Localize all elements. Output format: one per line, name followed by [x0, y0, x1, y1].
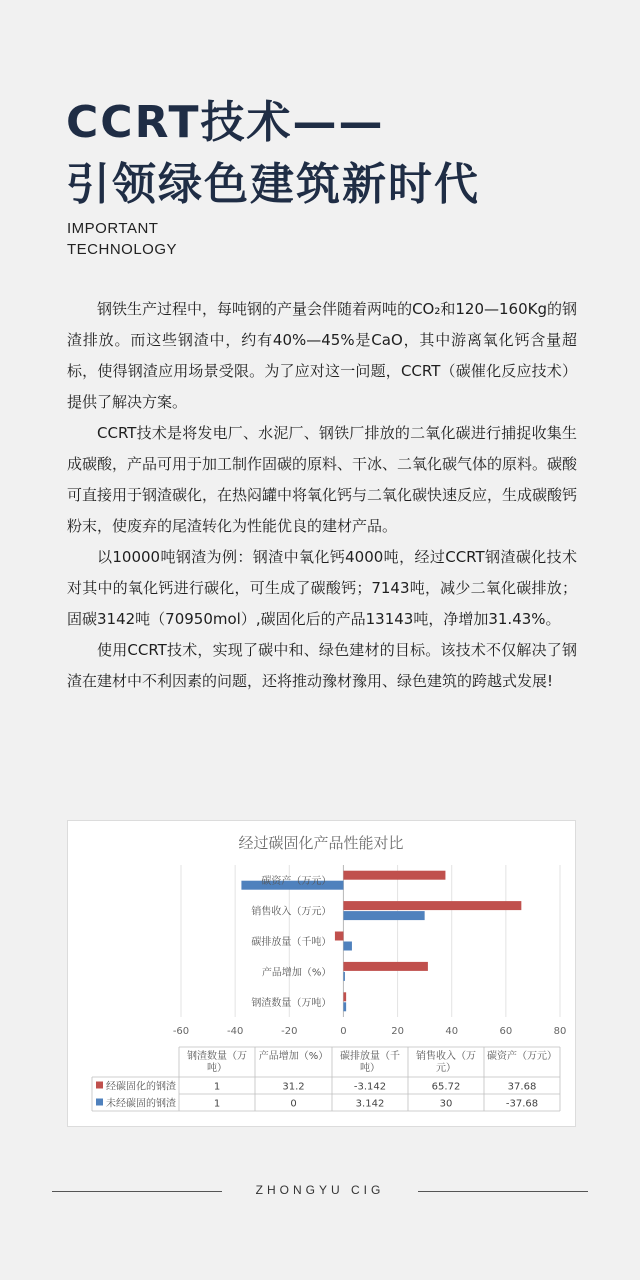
bar-untreated: [343, 942, 352, 951]
x-tick-label: 80: [553, 1026, 567, 1037]
article-body: [67, 294, 577, 697]
paragraph-1: 钢铁生产过程中，每吨钢的产量会伴随着两吨的CO₂和120—160Kg的钢渣排放。而这些钢渣中，约有40%—45%是CaO，其中游离氧化钙含量超标，使得钢渣应用场景受限。为了应对这一问题，CCRT（碳催化反应技术）提供了解决方案。: [67, 300, 577, 411]
x-tick-label: -60: [172, 1026, 190, 1037]
table-header: 钢渣数量（万吨）: [187, 1051, 247, 1074]
bar-treated: [343, 962, 427, 971]
table-header: 碳排放量（千吨）: [340, 1051, 400, 1074]
category-label: 产品增加（%）: [261, 967, 332, 979]
category-label: 碳排放量（千吨）: [251, 937, 332, 948]
x-tick-label: 0: [340, 1026, 347, 1037]
subtitle-line-2: TECHNOLOGY: [67, 241, 178, 258]
table-cell: 1: [213, 1098, 221, 1110]
table-cell: 0: [290, 1098, 297, 1110]
footer: [52, 1181, 588, 1203]
paragraph-3: 以10000吨钢渣为例：钢渣中氧化钙4000吨，经过CCRT钢渣碳化技术对其中的氧化钙进行碳化，可生成了碳酸钙；7143吨，减少二氧化碳排放；固碳3142吨（70950mol）,碳固化后的产品13143吨，净增加31.43%。: [67, 548, 577, 628]
table-header: 产品增加（%）: [258, 1051, 329, 1062]
table-cell: 37.68: [507, 1081, 537, 1093]
table-header: 销售收入（万元）: [416, 1051, 476, 1074]
footer-brand: ZHONGYU CIG: [255, 1183, 385, 1197]
legend-label: 经碳固化的钢渣: [106, 1081, 176, 1093]
chart-card: [67, 820, 576, 1127]
bar-treated: [335, 932, 344, 941]
legend-label: 未经碳固的钢渣: [106, 1098, 176, 1110]
subtitle-line-1: IMPORTANT: [67, 220, 159, 237]
page-title: [66, 92, 480, 216]
bar-untreated: [343, 911, 424, 920]
table-cell: 31.2: [282, 1081, 305, 1093]
x-tick-label: 40: [445, 1026, 459, 1037]
title-line-2: 引领绿色建筑新时代: [66, 159, 480, 210]
x-tick-label: 60: [499, 1026, 513, 1037]
x-tick-label: -20: [281, 1026, 298, 1037]
table-cell: 65.72: [431, 1081, 461, 1093]
paragraph-4: 使用CCRT技术，实现了碳中和、绿色建材的目标。该技术不仅解决了钢渣在建材中不利因素的问题，还将推动豫材豫用、绿色建筑的跨越式发展!: [67, 641, 577, 690]
legend-swatch: [96, 1099, 103, 1106]
table-cell: -37.68: [505, 1098, 539, 1110]
bar-treated: [343, 992, 346, 1001]
table-cell: -3.142: [353, 1081, 387, 1093]
title-line-1: CCRT技术——: [66, 97, 385, 148]
subtitle: [67, 218, 177, 260]
x-tick-label: 20: [391, 1026, 404, 1037]
table-cell: 30: [439, 1098, 453, 1110]
category-label: 钢渣数量（万吨）: [251, 997, 332, 1009]
table-header: 碳资产（万元）: [487, 1051, 557, 1062]
legend-swatch: [96, 1082, 103, 1089]
bar-untreated: [343, 972, 345, 981]
x-tick-label: -40: [226, 1026, 244, 1037]
footer-divider-right: [418, 1191, 588, 1192]
comparison-chart: [68, 821, 575, 1126]
bar-treated: [343, 871, 445, 880]
category-label: 碳资产（万元）: [261, 876, 332, 888]
chart-title: 经过碳固化产品性能对比: [238, 834, 404, 852]
bar-treated: [343, 901, 521, 910]
table-cell: 3.142: [355, 1098, 385, 1110]
table-cell: 1: [213, 1081, 221, 1093]
category-label: 销售收入（万元）: [251, 906, 332, 918]
bar-untreated: [343, 1002, 346, 1011]
paragraph-2: CCRT技术是将发电厂、水泥厂、钢铁厂排放的二氧化碳进行捕捉收集生成碳酸，产品可用于加工制作固碳的原料、干冰、二氧化碳气体的原料。碳酸可直接用于钢渣碳化，在热闷罐中将氧化钙与二氧化碳快速反应，生成碳酸钙粉末，使废弃的尾渣转化为性能优良的建材产品。: [67, 424, 578, 535]
